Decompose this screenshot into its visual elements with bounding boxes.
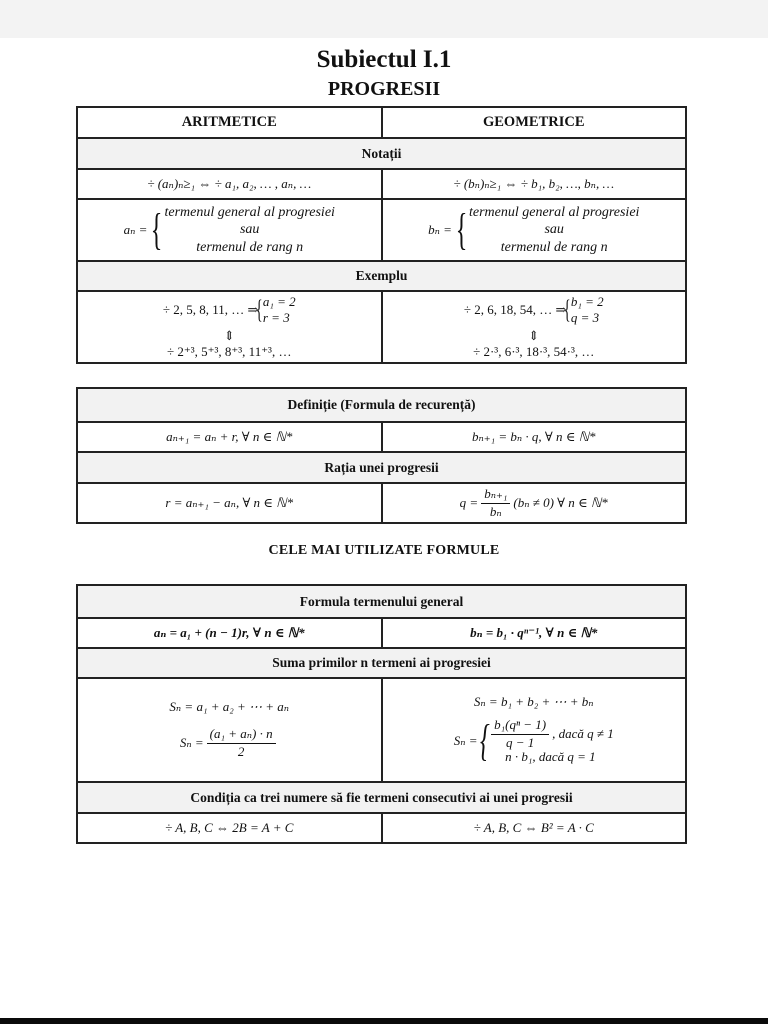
ratio-condition: (bₙ ≠ 0) ∀ n ∈ ℕ* [513, 494, 608, 510]
def-line-3: termenul de rang n [196, 239, 304, 255]
sum-geometric [382, 678, 687, 782]
example-geometric [382, 291, 687, 363]
ratio-lhs: q = [459, 494, 479, 510]
consecutive-arithmetic: ÷ A, B, C ⇔ 2B = A + C [77, 813, 382, 843]
general-term-lhs: bₙ = [428, 221, 452, 237]
sum-expanded: Sₙ = b₁ + b₂ + ⋯ + bₙ [473, 693, 594, 709]
brace-icon: { [564, 295, 572, 325]
consecutive-geometric: ÷ A, B, C ⇔ B² = A · C [382, 813, 687, 843]
example-transform: ÷ 2⁺³, 5⁺³, 8⁺³, 11⁺³, … [167, 344, 292, 360]
double-arrow-icon: ⇕ [528, 328, 540, 344]
general-term-def-arithmetic [77, 199, 382, 261]
notation-seq-arithmetic: ÷ (aₙ)ₙ≥₁ ⇔ ÷ a₁, a₂, … , aₙ, … [77, 169, 382, 199]
general-term-lhs: aₙ = [123, 221, 148, 237]
sum-expanded: Sₙ = a₁ + a₂ + ⋯ + aₙ [169, 699, 290, 715]
formulas-heading: CELE MAI UTILIZATE FORMULE [268, 543, 500, 558]
example-seq: ÷ 2, 6, 18, 54, … ⇒ [463, 301, 567, 317]
sum-arithmetic [77, 678, 382, 782]
example-first-term: b₁ = 2 [570, 293, 604, 309]
brace-icon: { [480, 716, 491, 766]
section-notations: Notații [77, 138, 686, 169]
ratio-geometric [382, 483, 687, 523]
example-first-term: a₁ = 2 [262, 293, 296, 309]
sum-case-1-condition: , dacă q ≠ 1 [552, 725, 614, 741]
def-line-3: termenul de rang n [500, 239, 608, 255]
ratio-arithmetic: r = aₙ₊₁ − aₙ, ∀ n ∈ ℕ* [77, 483, 382, 523]
brace-icon: { [256, 295, 264, 325]
example-arithmetic [77, 291, 382, 363]
col-header-arithmetic: ARITMETICE [77, 107, 382, 138]
notation-example-table [76, 106, 687, 364]
col-header-geometric: GEOMETRICE [382, 107, 687, 138]
section-general-term: Formula termenului general [77, 585, 686, 618]
sum-denominator: q − 1 [505, 734, 535, 750]
page-title: Subiectul I.1 [316, 46, 452, 73]
sum-case-2: n · b₁, dacă q = 1 [505, 749, 596, 765]
sum-lhs: Sₙ = [453, 733, 478, 748]
brace-icon: { [151, 205, 163, 254]
ratio-numerator: bₙ₊₁ [481, 487, 510, 504]
formulas-table [76, 584, 687, 844]
double-arrow-icon: ⇕ [223, 328, 235, 344]
section-example: Exemplu [77, 261, 686, 291]
section-ratio: Rația unei progresii [77, 452, 686, 483]
def-line-2: sau [544, 222, 564, 238]
section-definition: Definiție (Formula de recurență) [77, 388, 686, 422]
sum-lhs: Sₙ = [179, 735, 204, 750]
sum-numerator: b₁(qⁿ − 1) [491, 718, 549, 735]
section-consecutive-condition: Condiția ca trei numere să fie termeni consecutivi ai unei progresii [77, 782, 686, 813]
general-term-arithmetic: aₙ = a₁ + (n − 1)r, ∀ n ∈ ℕ* [77, 618, 382, 648]
definition-table [76, 387, 687, 524]
bottom-bar [0, 1018, 768, 1024]
top-bar [0, 0, 768, 38]
general-term-geometric: bₙ = b₁ · qⁿ⁻¹, ∀ n ∈ ℕ* [382, 618, 687, 648]
general-term-def-geometric [382, 199, 687, 261]
ratio-denominator: bₙ [489, 503, 502, 519]
example-transform: ÷ 2·³, 6·³, 18·³, 54·³, … [473, 344, 595, 360]
section-sum: Suma primilor n termeni ai progresiei [77, 648, 686, 678]
brace-icon: { [455, 205, 468, 254]
def-line-2: sau [239, 222, 260, 238]
recurrence-arithmetic: aₙ₊₁ = aₙ + r, ∀ n ∈ ℕ* [77, 422, 382, 452]
example-ratio: q = 3 [570, 310, 600, 326]
def-line-1: termenul general al progresiei [164, 204, 335, 220]
example-ratio: r = 3 [262, 310, 290, 326]
def-line-1: termenul general al progresiei [468, 204, 640, 220]
page-subtitle: PROGRESII [327, 78, 441, 100]
sum-denominator: 2 [237, 743, 245, 759]
notation-seq-geometric: ÷ (bₙ)ₙ≥₁ ⇔ ÷ b₁, b₂, …, bₙ, … [382, 169, 687, 199]
example-seq: ÷ 2, 5, 8, 11, … ⇒ [162, 301, 259, 317]
sum-numerator: (a₁ + aₙ) · n [207, 727, 276, 744]
recurrence-geometric: bₙ₊₁ = bₙ · q, ∀ n ∈ ℕ* [382, 422, 687, 452]
